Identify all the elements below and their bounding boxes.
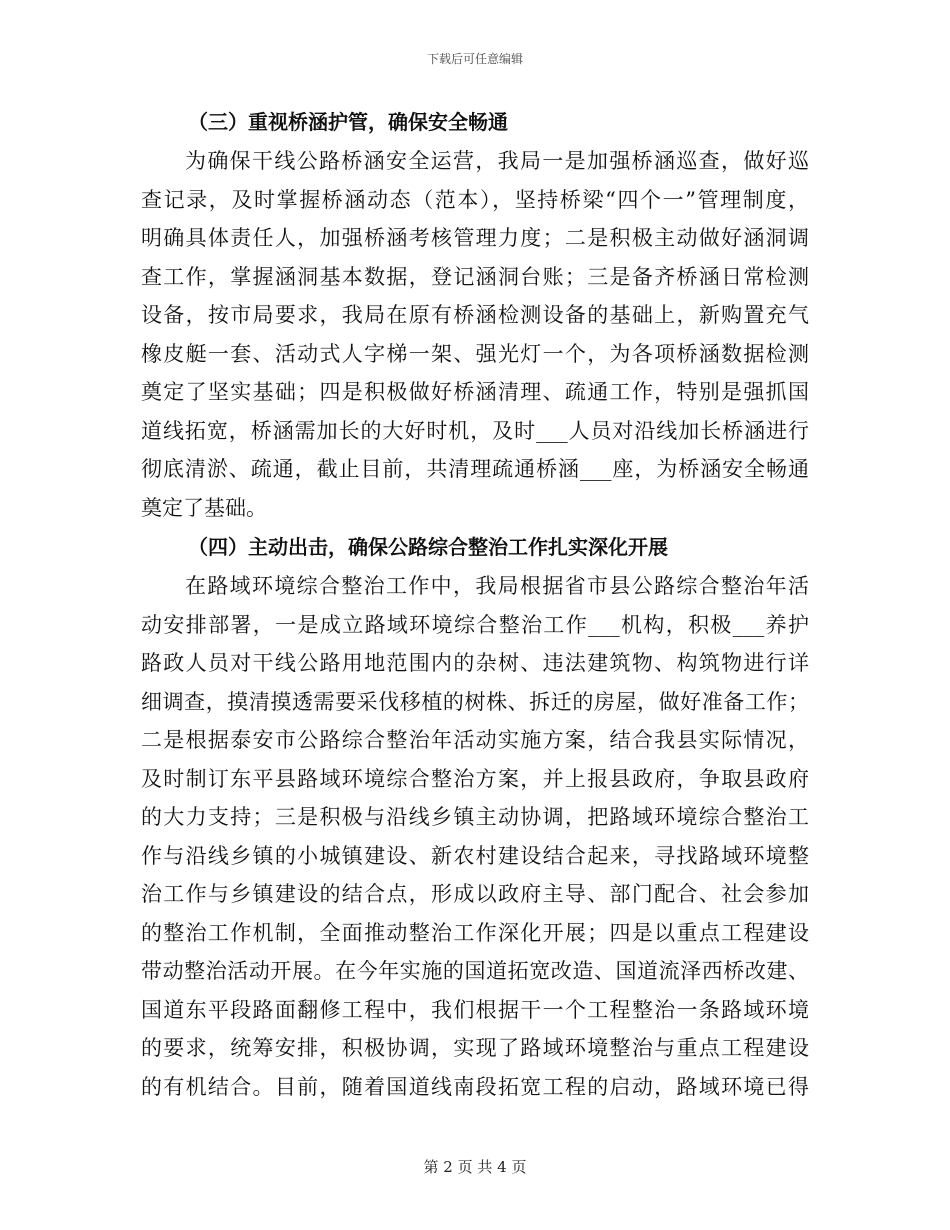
- paragraph-line: 路政人员对干线公路用地范围内的杂树、违法建筑物、构筑物进行详: [141, 651, 809, 675]
- paragraph-line: 彻底清淤、疏通，截止目前，共清理疏通桥涵___座，为桥涵安全畅通: [141, 457, 809, 481]
- paragraph-line: 动安排部署，一是成立路域环境综合整治工作___机构，积极___养护: [141, 612, 809, 637]
- paragraph-line: 橡皮艇一套、活动式人字梯一架、强光灯一个，为各项桥涵数据检测: [141, 341, 809, 366]
- paragraph-line: 细调查，摸清摸透需要采伐移植的树株、拆迁的房屋，做好准备工作；: [141, 689, 809, 714]
- paragraph-line: 在路域环境综合整治工作中，我局根据省市县公路综合整治年活: [185, 574, 809, 598]
- paragraph-line: 的有机结合。目前，随着国道线南段拓宽工程的启动，路域环境已得: [141, 1074, 809, 1099]
- paragraph-line: 设备，按市局要求，我局在原有桥涵检测设备的基础上，新购置充气: [141, 303, 809, 327]
- document-body: [141, 102, 809, 1106]
- section-heading-3: （三）重视桥涵护管，确保安全畅通: [188, 110, 508, 134]
- paragraph-line: 及时制订东平县路域环境综合整治方案，并上报县政府，争取县政府: [141, 766, 809, 791]
- paragraph-line: 作与沿线乡镇的小城镇建设、新农村建设结合起来，寻找路域环境整: [141, 843, 809, 868]
- paragraph-line: 的要求，统筹安排，积极协调，实现了路域环境整治与重点工程建设: [141, 1036, 809, 1060]
- paragraph-line: 为确保干线公路桥涵安全运营，我局一是加强桥涵巡查，做好巡: [185, 149, 809, 173]
- paragraph-line: 国道东平段路面翻修工程中，我们根据干一个工程整治一条路域环境: [141, 997, 809, 1022]
- paragraph-line: 奠定了基础。: [141, 495, 267, 520]
- paragraph-line: 带动整治活动开展。在今年实施的国道拓宽改造、国道流泽西桥改建、: [141, 959, 809, 983]
- paragraph-line: 查工作，掌握涵洞基本数据，登记涵洞台账；三是备齐桥涵日常检测: [141, 264, 809, 289]
- paragraph-line: 治工作与乡镇建设的结合点，形成以政府主导、部门配合、社会参加: [141, 882, 809, 906]
- paragraph-line: 二是根据泰安市公路综合整治年活动实施方案，结合我县实际情况，: [141, 728, 809, 752]
- page-footer: 第 2 页 共 4 页: [423, 1158, 527, 1176]
- paragraph-line: 明确具体责任人，加强桥涵考核管理力度；二是积极主动做好涵洞调: [141, 226, 809, 250]
- paragraph-line: 查记录，及时掌握桥涵动态（范本），坚持桥梁“四个一”管理制度，: [141, 187, 809, 212]
- paragraph-line: 奠定了坚实基础；四是积极做好桥涵清理、疏通工作，特别是强抓国: [141, 380, 809, 404]
- paragraph-line: 的整治工作机制，全面推动整治工作深化开展；四是以重点工程建设: [141, 920, 809, 945]
- section-heading-4: （四）主动出击，确保公路综合整治工作扎实深化开展: [188, 535, 668, 559]
- paragraph-line: 道线拓宽，桥涵需加长的大好时机，及时___人员对沿线加长桥涵进行: [141, 418, 809, 443]
- paragraph-line: 的大力支持；三是积极与沿线乡镇主动协调，把路域环境综合整治工: [141, 805, 809, 829]
- page-header: 下载后可任意编辑: [426, 52, 523, 66]
